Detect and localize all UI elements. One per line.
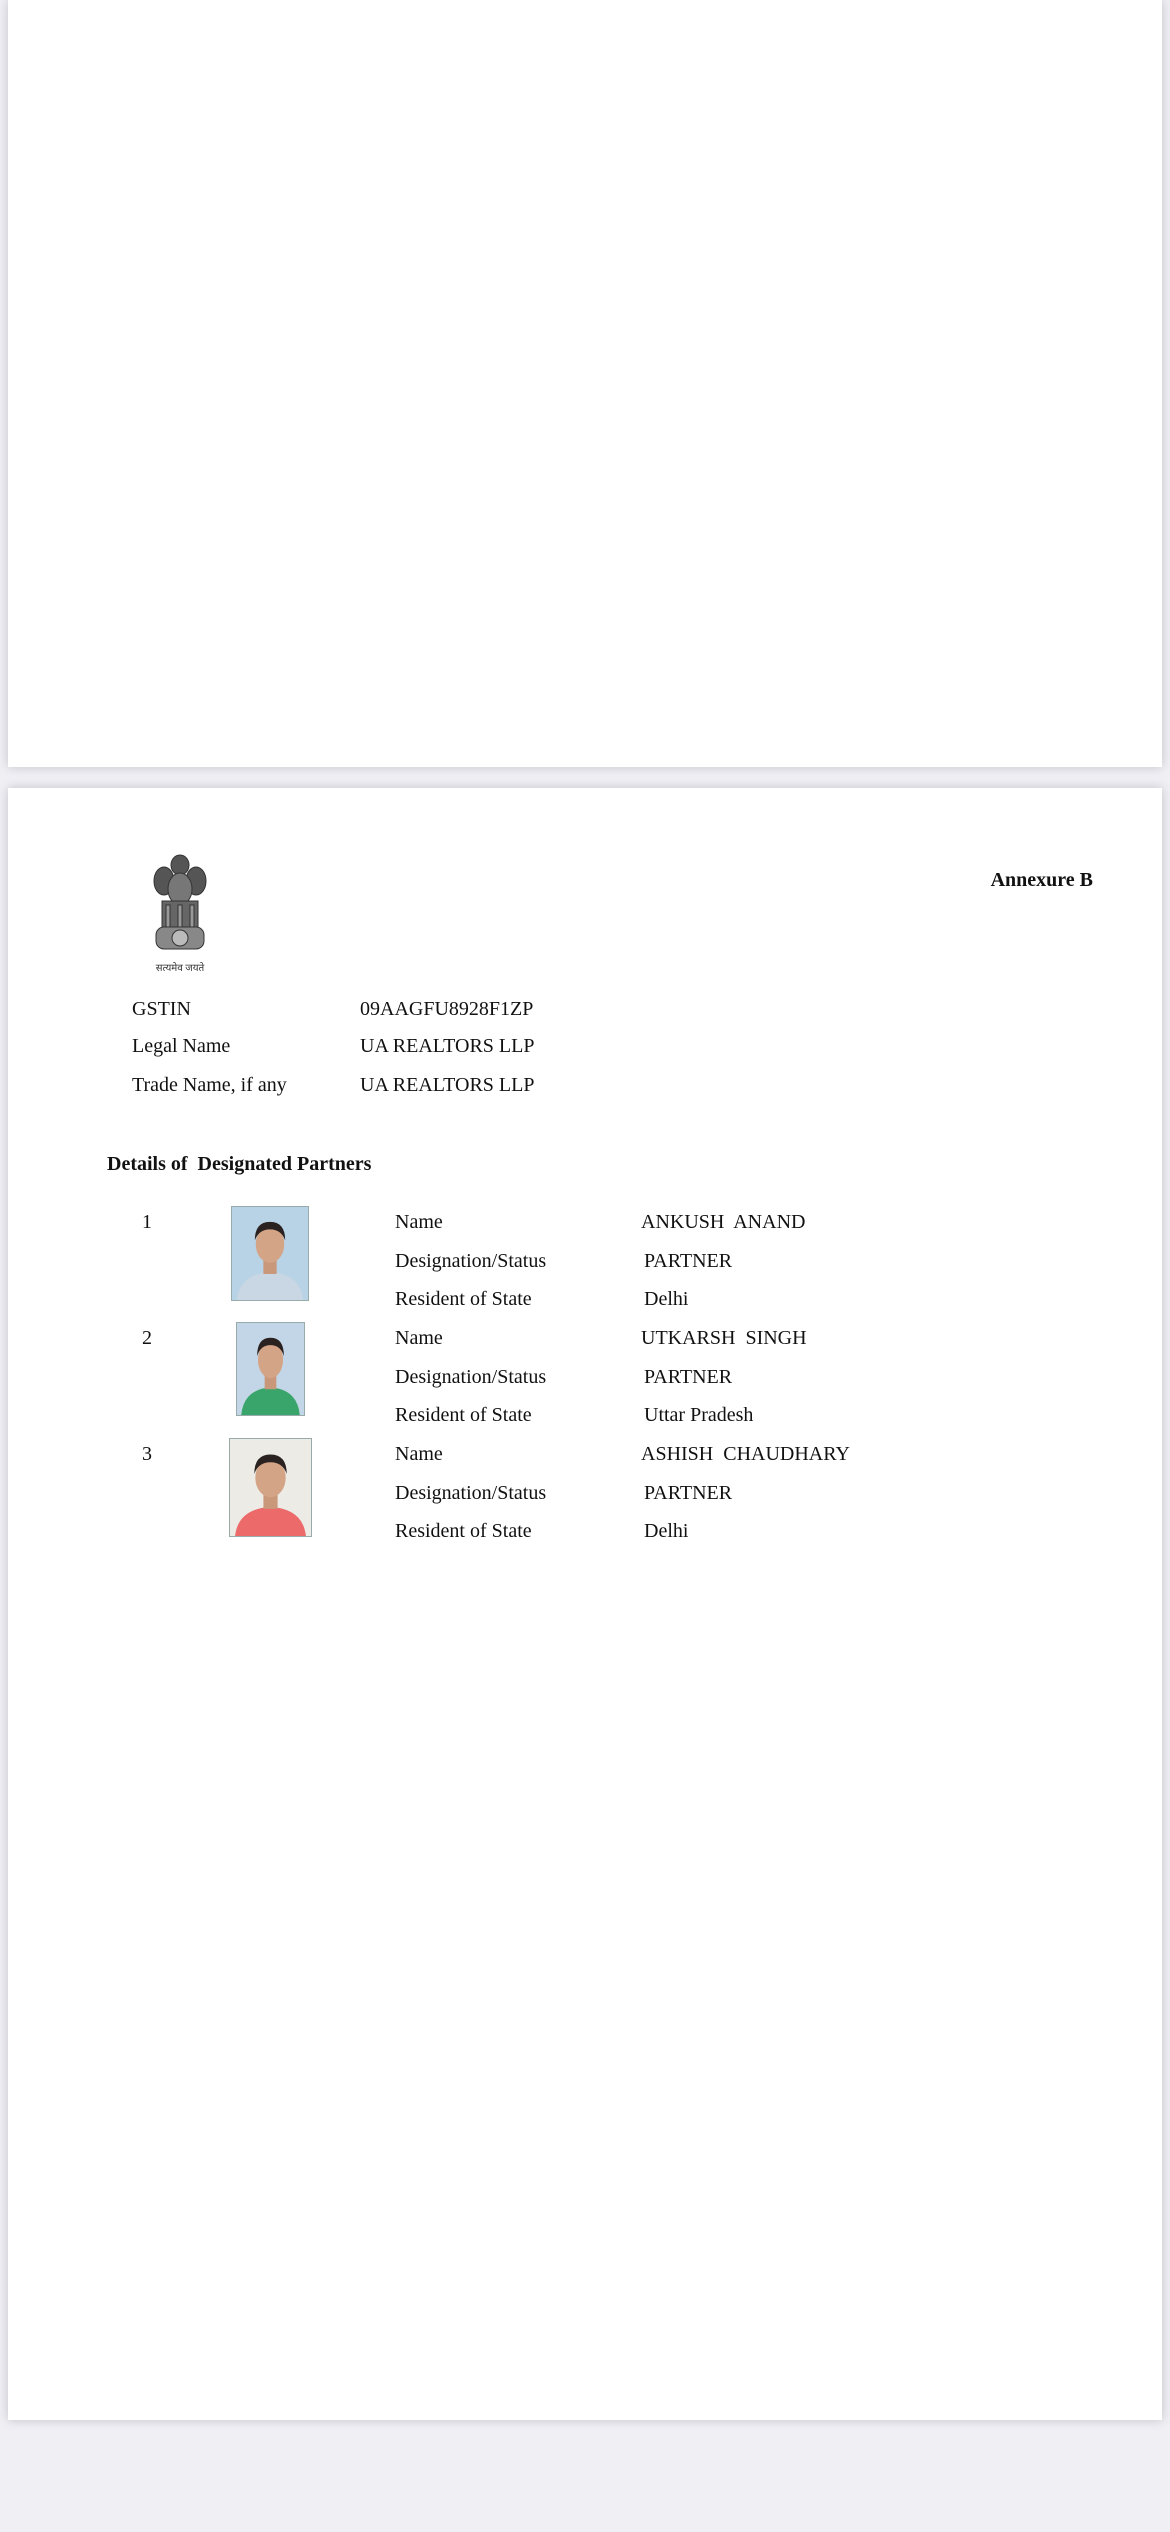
partner-name-label: Name: [395, 1327, 443, 1349]
section-title: Details of Designated Partners: [107, 1153, 372, 1175]
gstin-value: 09AAGFU8928F1ZP: [360, 998, 534, 1020]
partner-photo: [236, 1322, 305, 1416]
person-photo-icon: [230, 1439, 311, 1536]
person-photo-icon: [237, 1323, 304, 1415]
partner-state-label: Resident of State: [395, 1520, 532, 1543]
partner-name-value: ANKUSH ANAND: [641, 1211, 806, 1233]
partner-name-label: Name: [395, 1211, 443, 1233]
person-photo-icon: [232, 1207, 308, 1300]
partner-designation-value: PARTNER: [644, 1365, 733, 1388]
annexure-title: Annexure B: [990, 869, 1093, 891]
gstin-label: GSTIN: [132, 998, 191, 1020]
partner-state-label: Resident of State: [395, 1404, 532, 1427]
partner-name-value: UTKARSH SINGH: [641, 1327, 807, 1349]
partner-name-value: ASHISH CHAUDHARY: [641, 1443, 850, 1465]
partner-number: 1: [142, 1211, 152, 1233]
partner-designation-value: PARTNER: [644, 1249, 733, 1272]
partner-name-label: Name: [395, 1443, 443, 1465]
partner-state-value: Uttar Pradesh: [644, 1404, 754, 1427]
partner-number: 3: [142, 1443, 152, 1465]
legal-name-value: UA REALTORS LLP: [360, 1035, 535, 1057]
trade-name-value: UA REALTORS LLP: [360, 1074, 535, 1096]
legal-name-label: Legal Name: [132, 1035, 231, 1057]
partner-number: 2: [142, 1327, 152, 1349]
partner-designation-label: Designation/Status: [395, 1365, 547, 1388]
document-page-annexure-b: [8, 788, 1162, 2420]
partner-designation-label: Designation/Status: [395, 1481, 547, 1504]
blank-page-1: [8, 0, 1162, 767]
partner-state-value: Delhi: [644, 1288, 689, 1311]
partner-photo: [229, 1438, 312, 1537]
national-emblem-icon: [140, 851, 220, 976]
partner-state-value: Delhi: [644, 1520, 689, 1543]
partner-photo: [231, 1206, 309, 1301]
emblem-motto: सत्यमेव जयते: [155, 963, 205, 974]
partner-designation-label: Designation/Status: [395, 1249, 547, 1272]
trade-name-label: Trade Name, if any: [132, 1074, 287, 1096]
partner-designation-value: PARTNER: [644, 1481, 733, 1504]
partner-state-label: Resident of State: [395, 1288, 532, 1311]
